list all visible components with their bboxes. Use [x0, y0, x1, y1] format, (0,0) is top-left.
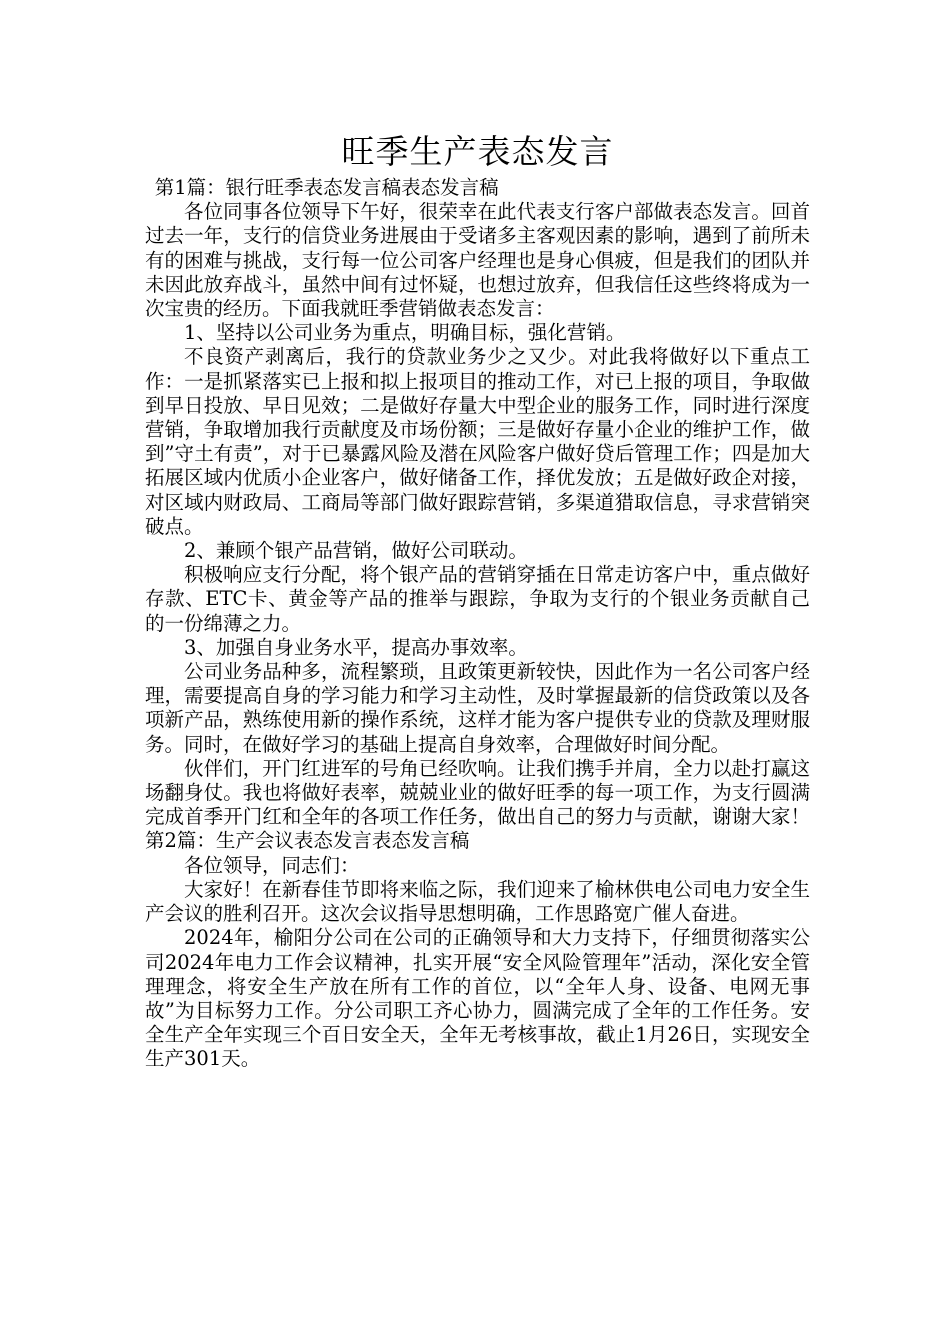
- point-heading-3: 3、加强自身业务水平，提高办事效率。: [184, 635, 528, 659]
- point-heading-1: 1、坚持以公司业务为重点，明确目标，强化营销。: [184, 321, 626, 345]
- paragraph: 不良资产剥离后，我行的贷款业务少之又少。对此我将做好以下重点工作：一是抓紧落实已上报和拟上报项目的推动工作，对已上报的项目，争取做到早日投放、早日见效；二是做好存量大中型企业的服务工作，同时进行深度营销，争取增加我行贡献度及市场份额；三是做好存量小企业的维护工作，做到”守土有责”，对于已暴露风险及潜在风险客户做好贷后管理工作；四是加大拓展区域内优质小企业客户，做好储备工作，择优发放；五是做好政企对接，对区域内财政局、工商局等部门做好跟踪营销，多渠道猎取信息，寻求营销突破点。: [145, 345, 810, 538]
- paragraph: 2024年，榆阳分公司在公司的正确领导和大力支持下，仔细贯彻落实公司2024年电力工作会议精神，扎实开展“安全风险管理年”活动，深化安全管理理念，将安全生产放在所有工作的首位，以“全年人身、设备、电网无事故”为目标努力工作。分公司职工齐心协力，圆满完成了全年的工作任务。安全生产全年实现三个百日安全天，全年无考核事故，截止1月26日，实现安全生产301天。: [145, 926, 810, 1071]
- paragraph: 大家好！在新春佳节即将来临之际，我们迎来了榆林供电公司电力安全生产会议的胜利召开。这次会议指导思想明确，工作思路宽广催人奋进。: [145, 877, 810, 926]
- paragraph: 积极响应支行分配，将个银产品的营销穿插在日常走访客户中，重点做好存款、ETC卡、黄金等产品的推举与跟踪，争取为支行的个银业务贡献自己的一份绵薄之力。: [145, 563, 810, 635]
- document-title: 旺季生产表态发言: [341, 132, 614, 171]
- document-page: [145, 128, 810, 1072]
- salutation: 各位领导，同志们：: [184, 853, 360, 877]
- section-heading-1: 第1篇：银行旺季表态发言稿表态发言稿: [154, 176, 499, 199]
- paragraph: 公司业务品种多，流程繁琐，且政策更新较快，因此作为一名公司客户经理，需要提高自身的学习能力和学习主动性，及时掌握最新的信贷政策以及各项新产品，熟练使用新的操作系统，这样才能为客户提供专业的贷款及理财服务。同时，在做好学习的基础上提高自身效率，合理做好时间分配。: [145, 660, 810, 756]
- paragraph: 各位同事各位领导下午好，很荣幸在此代表支行客户部做表态发言。回首过去一年，支行的信贷业务进展由于受诸多主客观因素的影响，遇到了前所未有的困难与挑战，支行每一位公司客户经理也是身心俱疲，但是我们的团队并未因此放弃战斗，虽然中间有过怀疑，也想过放弃，但我信任这些终将成为一次宝贵的经历。下面我就旺季营销做表态发言：: [145, 200, 810, 321]
- point-heading-2: 2、兼顾个银产品营销，做好公司联动。: [184, 539, 528, 563]
- document-body: [145, 176, 810, 1072]
- paragraph: 伙伴们，开门红进军的号角已经吹响。让我们携手并肩，全力以赴打赢这场翻身仗。我也将做好表率，兢兢业业的做好旺季的每一项工作，为支行圆满完成首季开门红和全年的各项工作任务，做出自己的努力与贡献，谢谢大家！第2篇：生产会议表态发言表态发言稿: [145, 756, 810, 853]
